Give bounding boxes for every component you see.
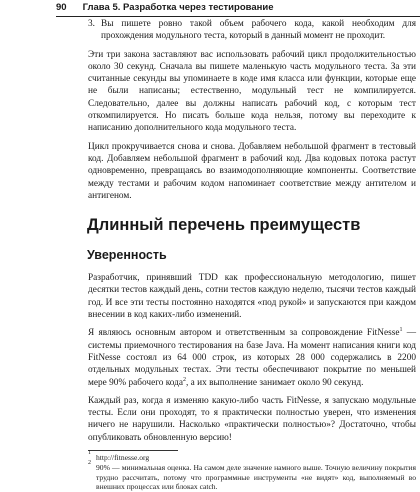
footnote-divider bbox=[88, 450, 178, 451]
list-item-text: Вы пишете ровно такой объем рабочего кода, какой необходим для прохождения модульного теста, который в данный момент не проходит. bbox=[101, 19, 416, 42]
section-heading: Длинный перечень преимуществ bbox=[87, 216, 361, 235]
running-head bbox=[56, 2, 420, 17]
paragraph-confidence: Каждый раз, когда я изменяю какую-либо часть FitNesse, я запускаю модульные тесты. Если они проходят, то я практически полностью уверен, что изменения ничего не нарушили. Насколько «практически полностью»? Достаточно, чтобы опубликовать обновленную версию! bbox=[88, 395, 416, 443]
subsection-heading: Уверенность bbox=[87, 248, 167, 263]
footnote-1-link[interactable]: http://fitnesse.org bbox=[96, 453, 150, 463]
footnote-2: 2 90% — минимальная оценка. На самом деле значение намного выше. Точную величину покрытия трудно рассчитать, потому что программные инструменты «не видят» код, выполняемый во внешних процессах или блоках catch. bbox=[88, 460, 416, 491]
paragraph-fitnesse bbox=[88, 327, 416, 388]
paragraph-tdd-developer: Разработчик, принявший TDD как профессиональную методологию, пишет десятки тестов каждый день, сотни тестов каждую неделю, тысячи тестов каждый год. И все эти тесты постоянно находятся «под рукой» и запускаются при каждом внесении в код каких-либо изменений. bbox=[88, 273, 416, 321]
page-content bbox=[88, 18, 416, 492]
paragraph-cycle: Цикл прокручивается снова и снова. Добавляем небольшой фрагмент в тестовый код. Добавляем небольшой фрагмент в рабочий код. Два кодовых потока растут одновременно, превращаясь во взаимодополняющие компоненты. Соответствие между тестами и рабочим кодом напоминает соответствие между антителом и антигеном. bbox=[88, 141, 416, 201]
list-item-marker: 3. bbox=[88, 19, 95, 29]
footnote-ref-1[interactable]: 1 bbox=[399, 327, 403, 334]
footnote-2-text: 90% — минимальная оценка. На самом деле значение намного выше. Точную величину покрытия трудно рассчитать, потому что программные инструменты «не видят» код, выполняемый во внешних процессах или блоках catch. bbox=[96, 463, 416, 491]
paragraph-fitnesse-part-3: , а их выполнение занимает около 90 секунд. bbox=[186, 377, 364, 388]
paragraph-fitnesse-part-1: Я являюсь основным автором и ответственным за сопровождение FitNesse bbox=[88, 328, 400, 339]
paragraph-fitnesse-part-2: — системы приемочного тестирования на базе Java. На момент написания книги код FitNesse состоял из 64 000 строк, из которых 28 000 содержались в 2200 отдельных модульных тестах. Эти тесты обеспечивают покрытие по меньшей мере 90% рабочего кода bbox=[88, 328, 417, 388]
paragraph-three-laws: Эти три закона заставляют вас использовать рабочий цикл продолжительностью около 30 секунд. Сначала вы пишете маленькую часть модульного теста. За эти считанные секунды вы упоминаете в коде имя класса или функции, которые еще не были написаны; естественно, модульный тест не компилируется. Следовательно, далее вы должны написать рабочий код, с которым тест откомпилируется. Но писать больше кода нельзя, потому вы переходите к написанию дополнительного кода модульного теста. bbox=[88, 49, 416, 134]
numbered-list-item bbox=[88, 18, 416, 43]
footnote-ref-2[interactable]: 2 bbox=[183, 376, 187, 383]
footnote-1: 1 http://fitnesse.org bbox=[88, 450, 150, 463]
page-number: 90 bbox=[56, 2, 67, 13]
chapter-title: Глава 5. Разработка через тестирование bbox=[82, 2, 274, 13]
